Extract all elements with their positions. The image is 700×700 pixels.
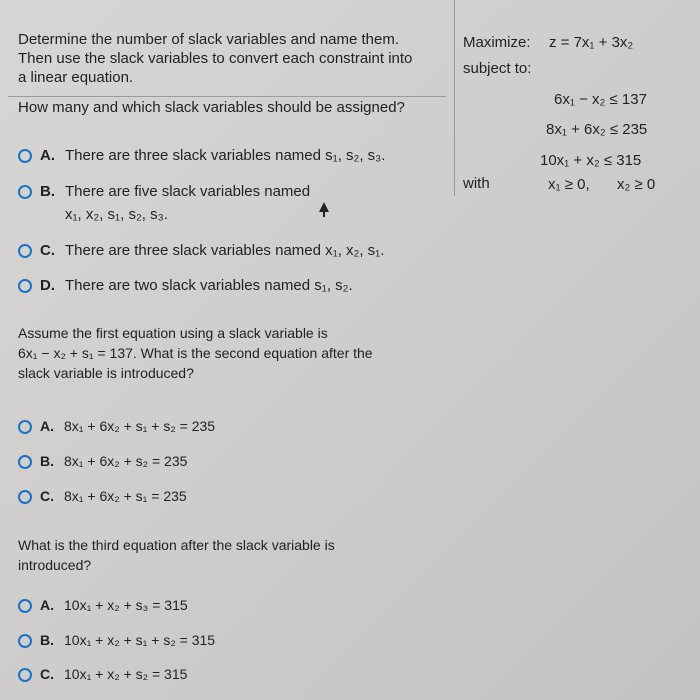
q3-option-b[interactable]	[18, 632, 215, 648]
radio-button[interactable]	[18, 634, 32, 648]
option-text: 10x₁ + x₂ + s₃ = 315	[64, 597, 188, 613]
radio-button[interactable]	[18, 668, 32, 682]
option-text: 8x₁ + 6x₂ + s₁ = 235	[64, 488, 187, 504]
radio-button[interactable]	[18, 599, 32, 613]
q3-option-a[interactable]	[18, 597, 188, 613]
option-text: There are two slack variables named s₁, s₂.	[65, 277, 353, 294]
prompt-line-2: Then use the slack variables to convert each constraint into	[18, 50, 413, 67]
nonneg-x2: x₂ ≥ 0	[617, 176, 656, 193]
radio-button[interactable]	[18, 279, 32, 293]
q3-line-1: What is the third equation after the slack variable is	[18, 537, 335, 553]
q2-option-b[interactable]	[18, 453, 187, 469]
column-divider	[454, 0, 455, 196]
option-text: There are three slack variables named s₁, s₂, s₃.	[65, 147, 386, 164]
q1-option-d[interactable]	[18, 277, 353, 294]
prompt-divider	[8, 96, 446, 97]
option-text: 10x₁ + x₂ + s₂ = 315	[64, 666, 188, 682]
constraint-1: 6x₁ − x₂ ≤ 137	[554, 91, 647, 108]
mouse-pointer-stem	[323, 210, 325, 217]
nonneg-x1: x₁ ≥ 0,	[548, 176, 590, 193]
q3-option-c[interactable]	[18, 666, 187, 682]
q2-option-a[interactable]	[18, 418, 215, 434]
problem-statement	[18, 30, 448, 87]
prompt-line-3: a linear equation.	[18, 69, 134, 86]
prompt-line-1: Determine the number of slack variables and name them.	[18, 31, 400, 48]
q1-option-a[interactable]	[18, 147, 385, 164]
question-1-text: How many and which slack variables should be assigned?	[18, 99, 405, 116]
option-letter: C.	[40, 666, 54, 682]
option-letter: B.	[40, 453, 54, 469]
radio-button[interactable]	[18, 244, 32, 258]
option-letter: C.	[40, 242, 55, 259]
q3-line-2: introduced?	[18, 557, 92, 573]
objective-function: z = 7x₁ + 3x₂	[549, 34, 634, 51]
option-text: 8x₁ + 6x₂ + s₁ + s₂ = 235	[64, 418, 216, 434]
subject-to-label: subject to:	[463, 60, 532, 77]
option-letter: B.	[40, 183, 55, 200]
option-text: 8x₁ + 6x₂ + s₂ = 235	[64, 453, 188, 469]
option-text: 10x₁ + x₂ + s₁ + s₂ = 315	[64, 632, 216, 648]
q1-option-c[interactable]	[18, 242, 384, 259]
question-3-text	[18, 535, 438, 575]
q1-option-b[interactable]	[18, 183, 310, 223]
radio-button[interactable]	[18, 149, 32, 163]
option-letter: D.	[40, 277, 55, 294]
maximize-label: Maximize:	[463, 34, 531, 51]
q2-line-1: Assume the first equation using a slack variable is	[18, 325, 328, 341]
option-letter: C.	[40, 488, 54, 504]
radio-button[interactable]	[18, 185, 32, 199]
option-letter: A.	[40, 597, 54, 613]
radio-button[interactable]	[18, 490, 32, 504]
option-letter: B.	[40, 632, 54, 648]
q2-line-2: 6x₁ − x₂ + s₁ = 137. What is the second equation after the	[18, 345, 373, 361]
option-text-line-2: x₁, x₂, s₁, s₂, s₃.	[65, 206, 168, 223]
constraint-3: 10x₁ + x₂ ≤ 315	[540, 152, 642, 169]
option-letter: A.	[40, 418, 54, 434]
option-text: There are three slack variables named x₁, x₂, s₁.	[65, 242, 385, 259]
radio-button[interactable]	[18, 420, 32, 434]
option-text: There are five slack variables named	[65, 183, 311, 200]
q2-option-c[interactable]	[18, 488, 187, 504]
question-2-text	[18, 323, 438, 383]
option-text-block	[65, 183, 310, 223]
q2-line-3: slack variable is introduced?	[18, 365, 194, 381]
radio-button[interactable]	[18, 455, 32, 469]
option-letter: A.	[40, 147, 55, 164]
constraint-2: 8x₁ + 6x₂ ≤ 235	[546, 121, 648, 138]
with-label: with	[463, 175, 490, 192]
